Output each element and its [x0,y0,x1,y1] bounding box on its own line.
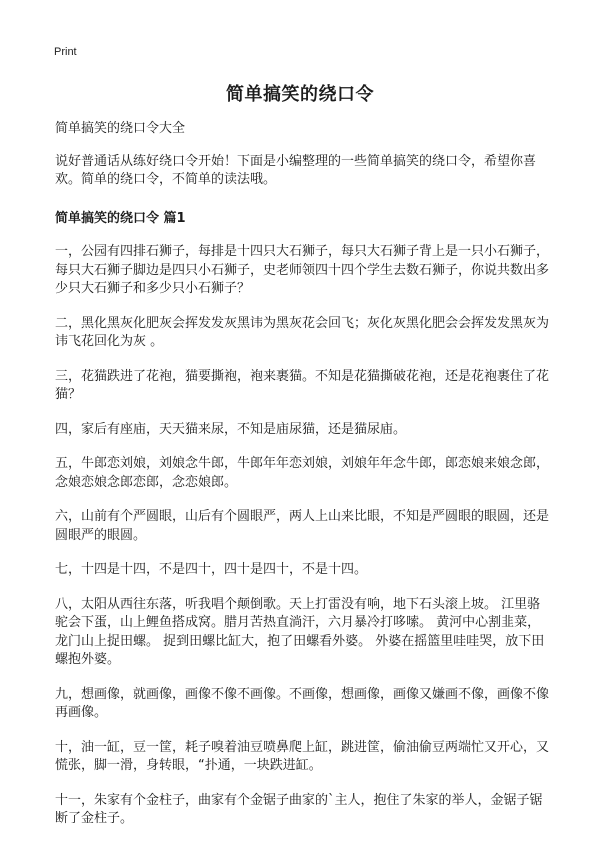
paragraph-7: 七，十四是十四，不是四十，四十是四十，不是十四。 [55,562,368,577]
paragraph-1: 一，公园有四排石狮子，每排是十四只大石狮子，每只大石狮子背上是一只小石狮子，每只大石狮子脚边是四只小石狮子，史老师领四十四个学生去数石狮子，你说共数出多少只大石狮子和多少只小石狮子？ [55,244,550,296]
paragraph-5: 五，牛郎恋刘娘，刘娘念牛郎，牛郎年年恋刘娘，刘娘年年念牛郎，郎恋娘来娘念郎，念娘恋娘念郎恋郎，念恋娘郎。 [55,456,550,490]
paragraph-9: 九，想画像，就画像，画像不像不画像。不画像，想画像，画像又嫌画不像，画像不像再画像。 [55,686,550,720]
paragraph-6: 六，山前有个严圆眼，山后有个圆眼严，两人上山来比眼，不知是严圆眼的眼圆，还是圆眼严的眼圆。 [55,509,550,543]
paragraph-8: 八，太阳从西往东落，听我唱个颠倒歌。天上打雷没有响，地下石头滚上坡。 江里骆驼会下蛋，山上鲤鱼搭成窝。腊月苦热直淌汗，六月暴冷打哆嗦。 黄河中心割韭菜，龙门山上捉田螺。 捉到田螺比缸大，抱了田螺看外婆。 外婆在摇篮里哇哇哭，放下田螺抱外婆。 [55,596,545,667]
paragraph-11: 十一，朱家有个金柱子，曲家有个金锯子曲家的`主人，抱住了朱家的举人，金锯子锯断了金柱子。 [55,792,543,826]
paragraph-4: 四，家后有座庙，天天猫来尿，不知是庙尿猫，还是猫尿庙。 [55,421,407,437]
paragraph-2: 二，黑化黑灰化肥灰会挥发发灰黑讳为黑灰花会回飞；灰化灰黑化肥会会挥发发黑灰为讳飞花回化为灰 。 [55,315,550,349]
document-body [55,120,551,845]
section-heading: 简单搞笑的绕口令 篇1 [55,210,186,226]
paragraph-3: 三，花猫跌进了花袍，猫要撕袍，袍来裹猫。不知是花猫撕破花袍，还是花袍裹住了花猫？ [55,368,550,402]
paragraph-10: 十，油一缸，豆一筐，耗子嗅着油豆喷鼻爬上缸，跳进筐，偷油偷豆两端忙又开心，又慌张，脚一滑，身转眼，“扑通，一块跌进缸。 [55,739,550,773]
intro-paragraph: 说好普通话从练好绕口令开始！下面是小编整理的一些简单搞笑的绕口令，希望你喜欢。简单的绕口令，不简单的读法哦。 [55,153,537,187]
document-subtitle: 简单搞笑的绕口令大全 [55,121,186,136]
print-link[interactable]: Print [54,46,77,58]
page-title: 简单搞笑的绕口令 [226,84,374,105]
